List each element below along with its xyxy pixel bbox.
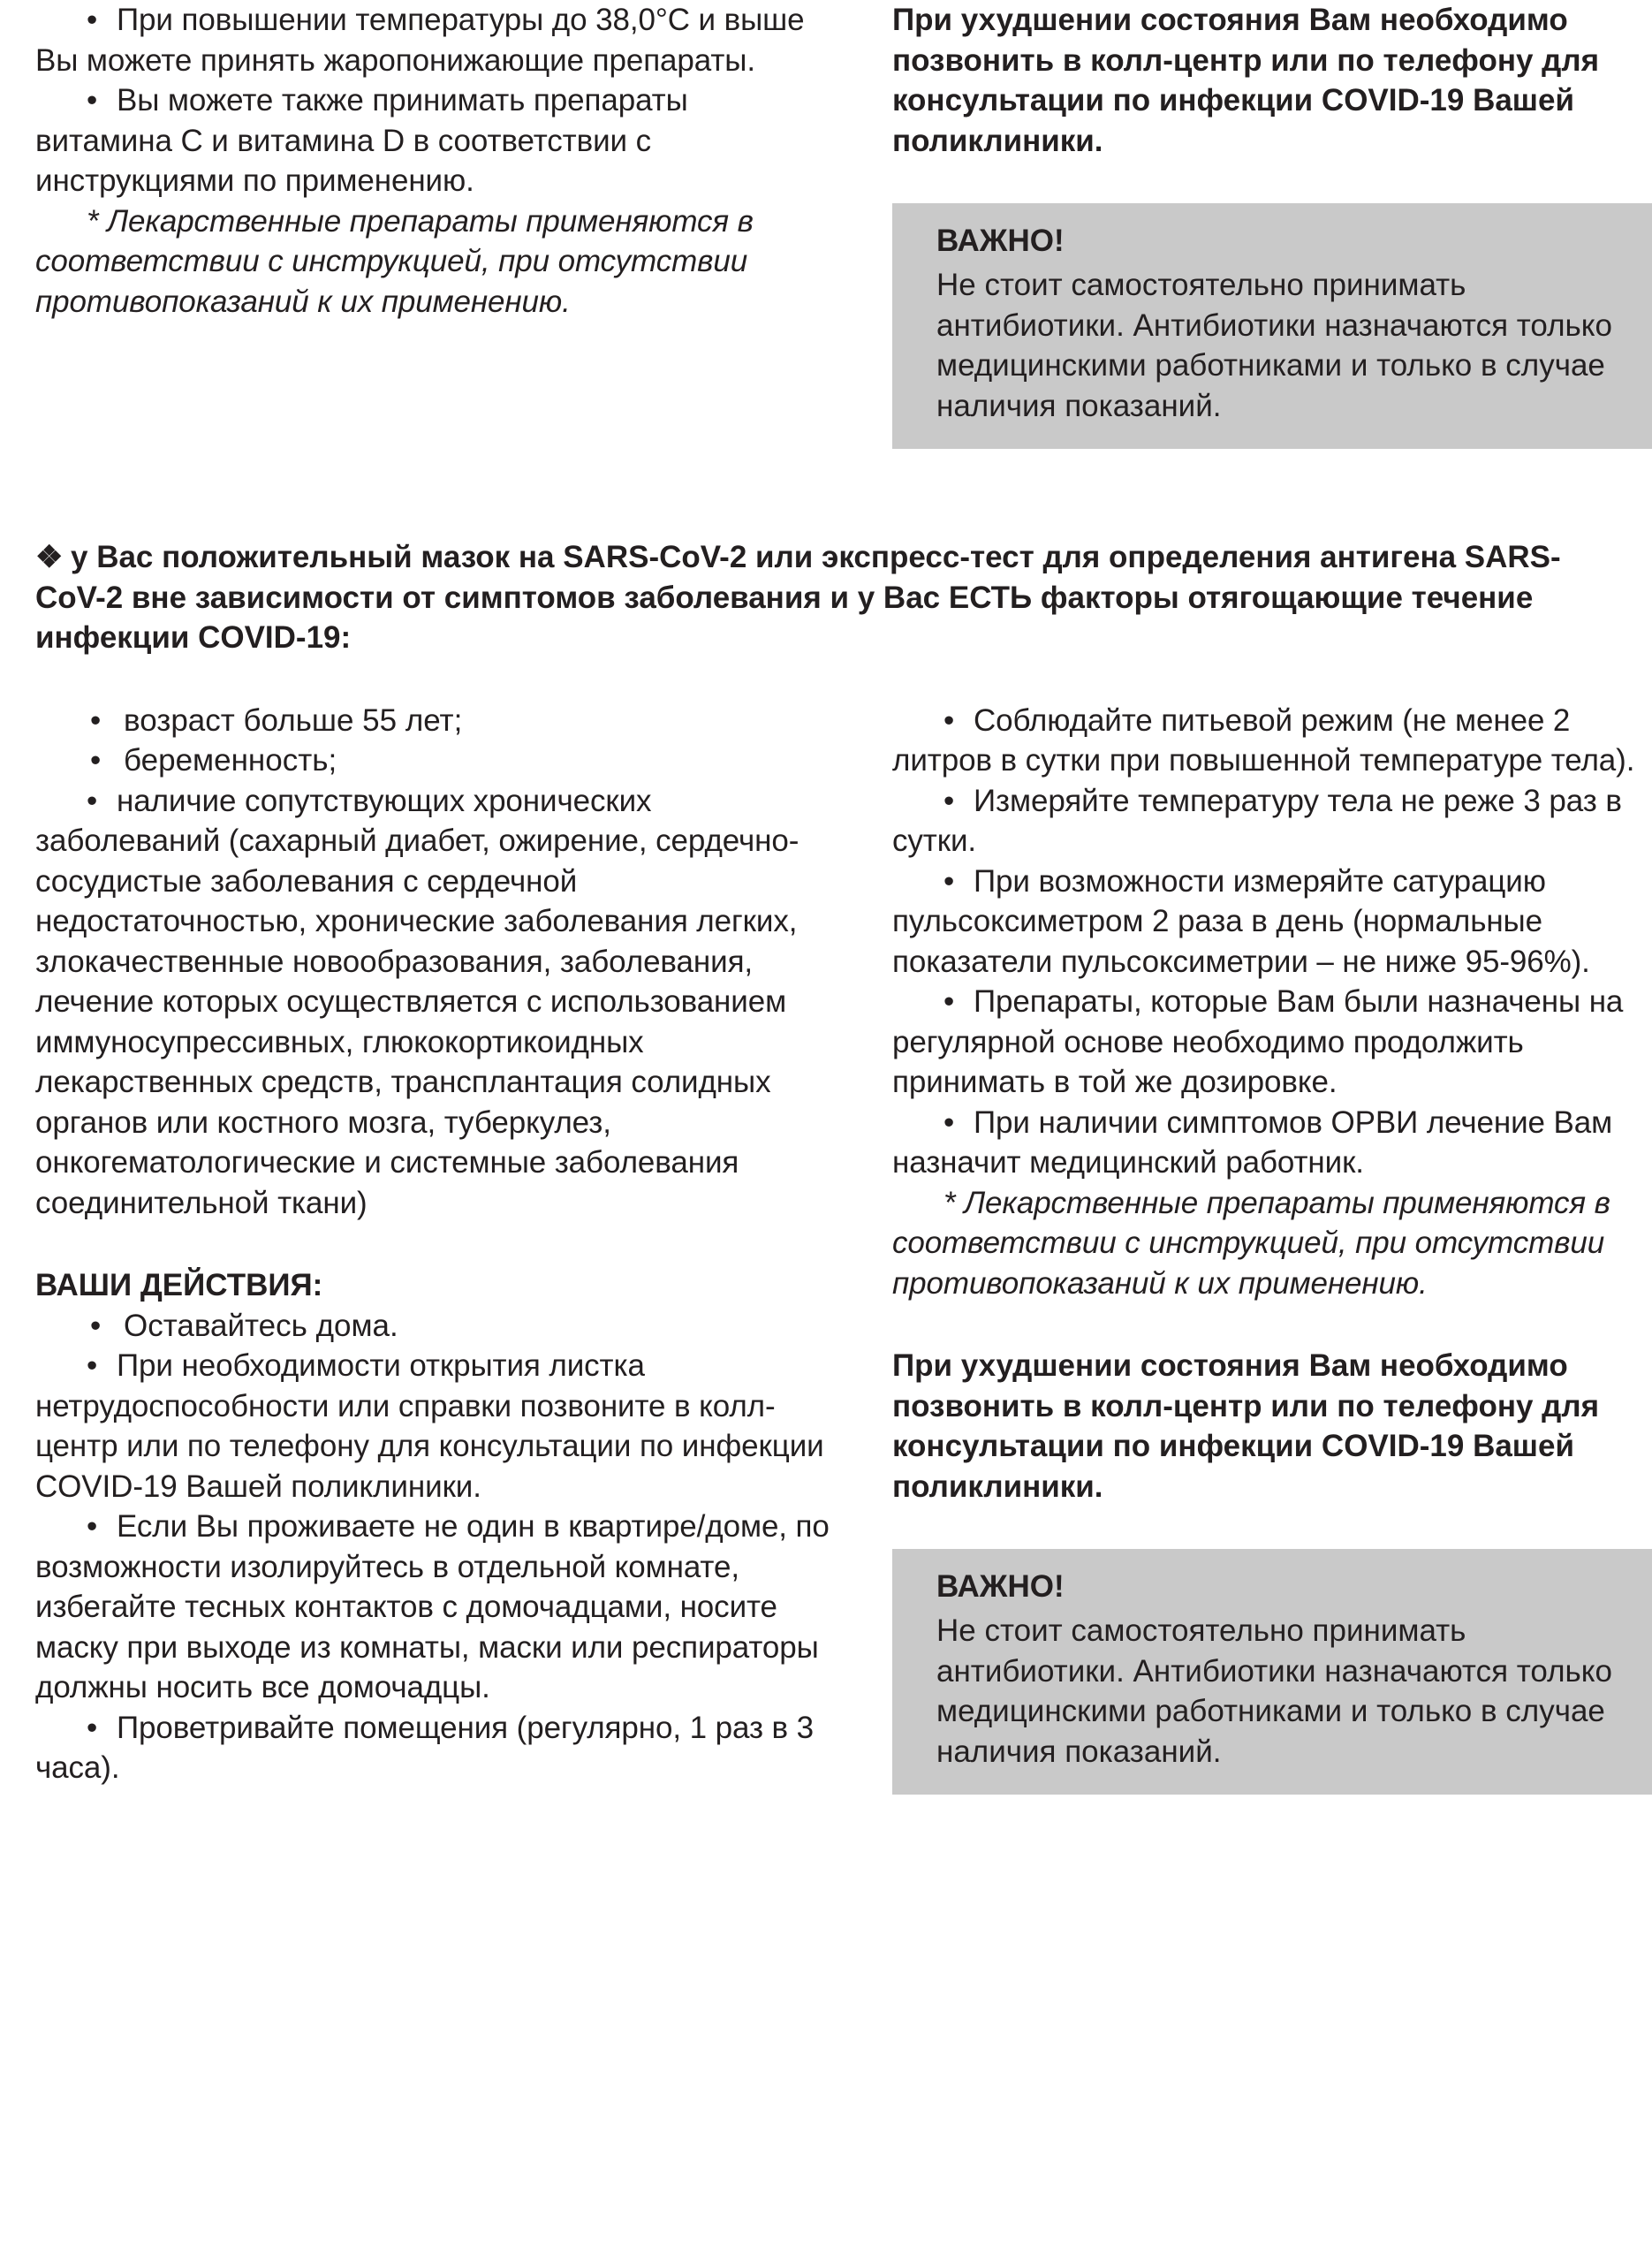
bullet-dot-icon: •: [943, 783, 955, 818]
recommendation-1: [892, 701, 1652, 781]
top-left-column: [35, 0, 830, 322]
bottom-section: [35, 701, 1635, 1795]
list-item: [35, 1306, 830, 1347]
actions-list-short: [35, 1306, 830, 1347]
action-4: [35, 1708, 830, 1788]
list-item: [35, 701, 830, 741]
action-1: Оставайтесь дома.: [124, 1308, 398, 1343]
recommendation-2-text: Измеряйте температуру тела не реже 3 раз в сутки.: [892, 783, 1622, 858]
risk-factor-3-text: наличие сопутствующих хронических заболеваний (сахарный диабет, ожирение, сердечно-сосудистые заболевания с сердечной недостаточностью, хронические заболевания легких, злокачественные новообразования, заболевания, лечение которых осуществляется с использованием иммуносупрессивных, глюкокортикоидных лекарственных средств, трансплантация солидных органов или костного мозга, туберкулез, онкогематологические и системные заболевания соединительной ткани): [35, 783, 799, 1220]
main-heading-text: у Вас положительный мазок на SARS-CoV-2 или экспресс-тест для определения антигена SARS-CoV-2 вне зависимости от симптомов заболевания и у Вас ЕСТЬ факторы отягощающие течение инфекции COVID-19:: [35, 540, 1561, 655]
top-left-bullet-2: [35, 80, 830, 201]
spacer: [35, 1223, 830, 1265]
top-left-bullet-1: [35, 0, 830, 80]
risk-factors-list: [35, 701, 830, 781]
bottom-right-medication-note: * Лекарственные препараты применяются в соответствии с инструкцией, при отсутствии противопоказаний к их применению.: [892, 1185, 1610, 1301]
actions-title: ВАШИ ДЕЙСТВИЯ:: [35, 1268, 323, 1302]
bullet-dot-icon: •: [87, 1348, 98, 1383]
important-box-top-title: ВАЖНО!: [936, 224, 1065, 258]
recommendation-2: [892, 781, 1652, 862]
important-box-bottom: [892, 1549, 1652, 1795]
top-section: [35, 0, 1617, 449]
important-box-bottom-title: ВАЖНО!: [936, 1569, 1065, 1604]
spacer: [892, 1507, 1652, 1549]
bullet-dot-icon: •: [943, 702, 955, 738]
bullet-dot-icon: •: [943, 984, 955, 1019]
recommendation-4-text: Препараты, которые Вам были назначены на регулярной основе необходимо продолжить принимать в той же дозировке.: [892, 984, 1624, 1099]
risk-factor-2: беременность;: [124, 743, 337, 778]
top-left-bullet-1-text: При повышении температуры до 38,0°С и выше Вы можете принять жаропонижающие препараты.: [35, 3, 805, 78]
recommendation-1-text: Соблюдайте питьевой режим (не менее 2 литров в сутки при повышенной температуре тела).: [892, 702, 1635, 778]
risk-factor-3: [35, 781, 830, 1224]
risk-factor-1: возраст больше 55 лет;: [124, 702, 463, 738]
spacer: [35, 658, 1617, 701]
bullet-dot-icon: •: [87, 3, 98, 37]
recommendation-3: [892, 862, 1652, 983]
bottom-right-call-to-action: При ухудшении состояния Вам необходимо позвонить в колл-центр или по телефону для консультации по инфекции COVID-19 Вашей поликлиники.: [892, 1348, 1600, 1504]
bottom-left-column: [35, 701, 830, 1788]
list-item: [35, 740, 830, 781]
spacer: [892, 1303, 1652, 1346]
diamond-bullet-icon: ❖: [35, 540, 64, 574]
bullet-dot-icon: •: [943, 863, 955, 899]
action-2: [35, 1346, 830, 1507]
top-right-call-to-action: При ухудшении состояния Вам необходимо позвонить в колл-центр или по телефону для консультации по инфекции COVID-19 Вашей поликлиники.: [892, 3, 1600, 158]
spacer: [35, 449, 1617, 537]
top-left-medication-note: * Лекарственные препараты применяются в соответствии с инструкцией, при отсутствии противопоказаний к их применению.: [35, 203, 754, 319]
bullet-dot-icon: •: [87, 1710, 98, 1745]
bullet-dot-icon: •: [87, 783, 98, 818]
important-box-top-body: Не стоит самостоятельно принимать антибиотики. Антибиотики назначаются только медицинскими работниками и только в случае наличия показаний.: [936, 268, 1612, 423]
action-3-text: Если Вы проживаете не один в квартире/доме, по возможности изолируйтесь в отдельной комнате, избегайте тесных контактов с домочадцами, носите маску при выходе из комнаты, маски или респираторы должны носить все домочадцы.: [35, 1509, 830, 1704]
recommendation-5: [892, 1103, 1652, 1183]
top-left-bullet-2-text: Вы можете также принимать препараты витамина C и витамина D в соответствии с инструкциями по применению.: [35, 83, 688, 198]
recommendation-4: [892, 982, 1652, 1103]
recommendation-5-text: При наличии симптомов ОРВИ лечение Вам назначит медицинский работник.: [892, 1104, 1613, 1180]
top-right-column: [892, 0, 1652, 449]
action-4-text: Проветривайте помещения (регулярно, 1 раз в 3 часа).: [35, 1710, 814, 1785]
bullet-dot-icon: •: [90, 702, 102, 738]
recommendation-3-text: При возможности измеряйте сатурацию пульсоксиметром 2 раза в день (нормальные показатели пульсоксиметрии – не ниже 95-96%).: [892, 863, 1590, 979]
bottom-right-column: [892, 701, 1652, 1795]
bullet-dot-icon: •: [90, 743, 102, 778]
action-3: [35, 1507, 830, 1708]
spacer: [892, 161, 1652, 203]
bullet-dot-icon: •: [943, 1104, 955, 1140]
important-box-top: [892, 203, 1652, 449]
main-heading: [35, 537, 1617, 658]
bullet-dot-icon: •: [87, 1509, 98, 1544]
action-2-text: При необходимости открытия листка нетрудоспособности или справки позвоните в колл-центр или по телефону для консультации по инфекции COVID-19 Вашей поликлиники.: [35, 1348, 824, 1504]
important-box-bottom-body: Не стоит самостоятельно принимать антибиотики. Антибиотики назначаются только медицинскими работниками и только в случае наличия показаний.: [936, 1613, 1612, 1769]
bullet-dot-icon: •: [90, 1308, 102, 1343]
bullet-dot-icon: •: [87, 83, 98, 118]
